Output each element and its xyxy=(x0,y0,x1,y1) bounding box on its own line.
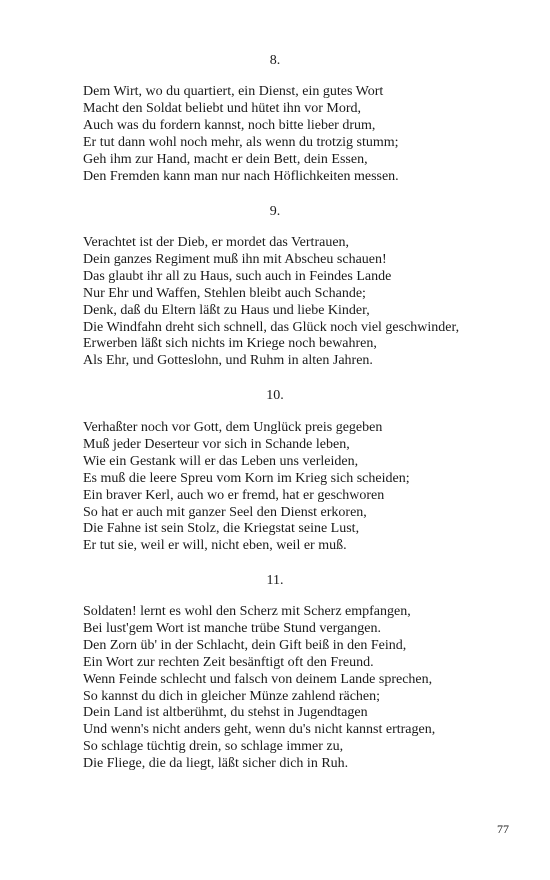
verse-line: So hat er auch mit ganzer Seel den Dienst erkoren, xyxy=(83,504,367,520)
verse-line: Die Fahne ist sein Stolz, die Kriegstat seine Lust, xyxy=(83,521,360,537)
verse-line: Auch was du fordern kannst, noch bitte lieber drum, xyxy=(83,117,376,133)
verse-line: Bei lust'gem Wort ist manche trübe Stund vergangen. xyxy=(83,620,381,636)
verse-line: Verachtet ist der Dieb, er mordet das Vertrauen, xyxy=(83,235,350,250)
verse-line: Dem Wirt, wo du quartiert, ein Dienst, ein gutes Wort xyxy=(83,84,384,99)
verse-line: Soldaten! lernt es wohl den Scherz mit Scherz empfangen, xyxy=(83,604,411,619)
verse-line: Die Windfahn dreht sich schnell, das Glück noch viel geschwinder, xyxy=(83,319,460,335)
stanza xyxy=(83,420,523,555)
stanza-number: 11. xyxy=(266,573,284,588)
verse-line: Die Fliege, die da liegt, läßt sicher dich in Ruh. xyxy=(83,756,349,772)
verse-line: Dein Land ist altberühmt, du stehst in Jugendtagen xyxy=(83,705,368,721)
verse-line: Verhaßter noch vor Gott, dem Unglück preis gegeben xyxy=(83,420,383,435)
verse-line: Nur Ehr und Waffen, Stehlen bleibt auch Schande; xyxy=(83,285,366,301)
stanza-number: 10. xyxy=(266,388,284,403)
verse-line: Das glaubt ihr all zu Haus, such auch in Feindes Lande xyxy=(83,268,392,284)
stanza xyxy=(83,84,523,185)
verse-line: Muß jeder Deserteur vor sich in Schande leben, xyxy=(83,436,350,452)
verse-line: Erwerben läßt sich nichts im Kriege noch bewahren, xyxy=(83,336,377,352)
verse-line: Es muß die leere Spreu vom Korn im Krieg sich scheiden; xyxy=(83,470,410,486)
verse-line: Als Ehr, und Gotteslohn, und Ruhm in alten Jahren. xyxy=(83,353,373,369)
verse-line: Ein braver Kerl, auch wo er fremd, hat er geschworen xyxy=(83,487,385,503)
verse-line: So kannst du dich in gleicher Münze zahlend rächen; xyxy=(83,688,381,704)
verse-line: Den Zorn üb' in der Schlacht, dein Gift beiß in den Feind, xyxy=(83,637,407,653)
verse-line: Wie ein Gestank will er das Leben uns verleiden, xyxy=(83,453,359,469)
verse-line: So schlage tüchtig drein, so schlage immer zu, xyxy=(83,739,344,755)
verse-line: Ein Wort zur rechten Zeit besänftigt oft den Freund. xyxy=(83,654,374,670)
stanza xyxy=(83,604,523,773)
page-number: 77 xyxy=(497,822,509,836)
stanza-number: 9. xyxy=(269,204,281,219)
verse-line: Macht den Soldat beliebt und hütet ihn vor Mord, xyxy=(83,100,362,116)
verse-line: Denk, daß du Eltern läßt zu Haus und liebe Kinder, xyxy=(83,302,370,318)
verse-line: Er tut dann wohl noch mehr, als wenn du trotzig stumm; xyxy=(83,134,399,150)
verse-line: Dein ganzes Regiment muß ihn mit Abscheu schauen! xyxy=(83,251,387,267)
verse-line: Er tut sie, weil er will, nicht eben, weil er muß. xyxy=(83,538,347,554)
verse-line: Geh ihm zur Hand, macht er dein Bett, dein Essen, xyxy=(83,151,368,167)
stanza-number: 8. xyxy=(269,53,281,68)
stanza xyxy=(83,235,523,370)
verse-line: Wenn Feinde schlecht und falsch von deinem Lande sprechen, xyxy=(83,671,433,687)
verse-line: Und wenn's nicht anders geht, wenn du's nicht kannst ertragen, xyxy=(83,722,436,738)
verse-line: Den Fremden kann man nur nach Höflichkeiten messen. xyxy=(83,168,399,184)
